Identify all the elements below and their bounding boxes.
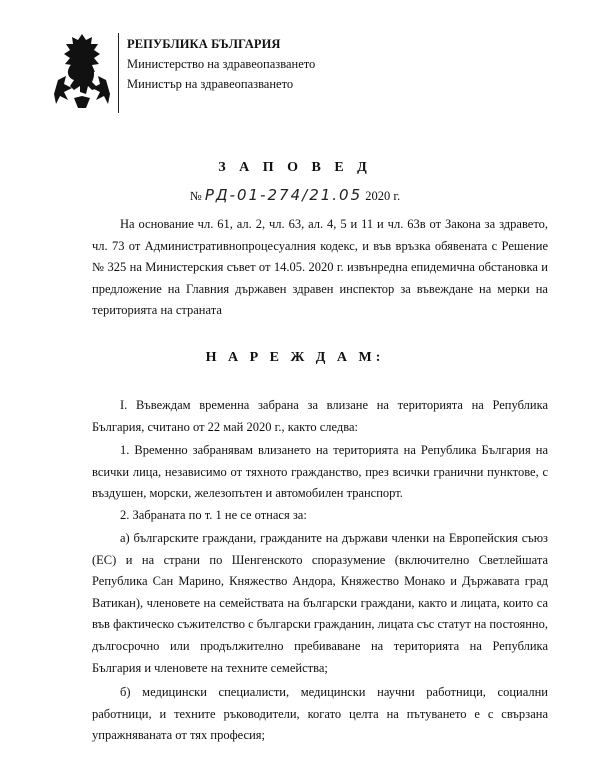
point-1: 1. Временно забранявам влизането на територията на Република България на всички лица, независимо от тяхното гражданство, през всички гранични пунктове, с въздушен, морски, железопътен и автомобилен транспорт. — [92, 443, 548, 501]
header-divider — [118, 33, 119, 113]
republic-name: РЕПУБЛИКА БЪЛГАРИЯ — [127, 37, 281, 51]
section-i: I. Въвеждам временна забрана за влизане на територията на Република България, считано от 22 май 2020 г., както следва: — [92, 398, 548, 434]
handwritten-number: РД-01-274/21.05 — [204, 186, 363, 204]
order-number — [0, 186, 590, 204]
letterhead — [127, 34, 315, 94]
document-title: З А П О В Е Д — [218, 160, 372, 175]
number-sign: № — [189, 189, 202, 203]
ministry-name: Министерство на здравеопазването — [127, 57, 316, 71]
decree-heading: Н А Р Е Ж Д А М: — [205, 350, 385, 365]
lion-coat-of-arms-icon — [52, 32, 112, 110]
number-year: 2020 г. — [365, 189, 401, 203]
point-2b: б) медицински специалисти, медицински научни работници, социални работници, и техните ръководители, когато целта на пътуването е с свързана упражняваната от тях професия; — [92, 685, 548, 743]
minister-title: Министър на здравеопазването — [127, 77, 294, 91]
point-2a: а) българските граждани, гражданите на държави членки на Европейския съюз (ЕС) и на страни по Шенгенското споразумение (включително Светлейшата Република Сан Марино, Княжество Андора, Княжество Монако и Държавата град Ватикан), членовете на семействата на български граждани, както и лицата, които са във фактическо съжителство с български гражданин, лицата със статут на постоянно, дългосрочно или продължително пребиваване на територията на Република България и членовете на техните семейства; — [92, 531, 548, 675]
point-2: 2. Забраната по т. 1 не се отнася за: — [120, 508, 307, 522]
preamble: На основание чл. 61, ал. 2, чл. 63, ал. 4, 5 и 11 и чл. 63в от Закона за здравето, чл. 73 от Административнопроцесуалния кодекс, и във връзка обявената с Решение № 325 на Министерския съвет от 14.05. 2020 г. извънредна епидемична обстановка и предложение на Главния държавен здравен инспектор за въвеждане на мерки на територията на страната — [92, 217, 548, 318]
